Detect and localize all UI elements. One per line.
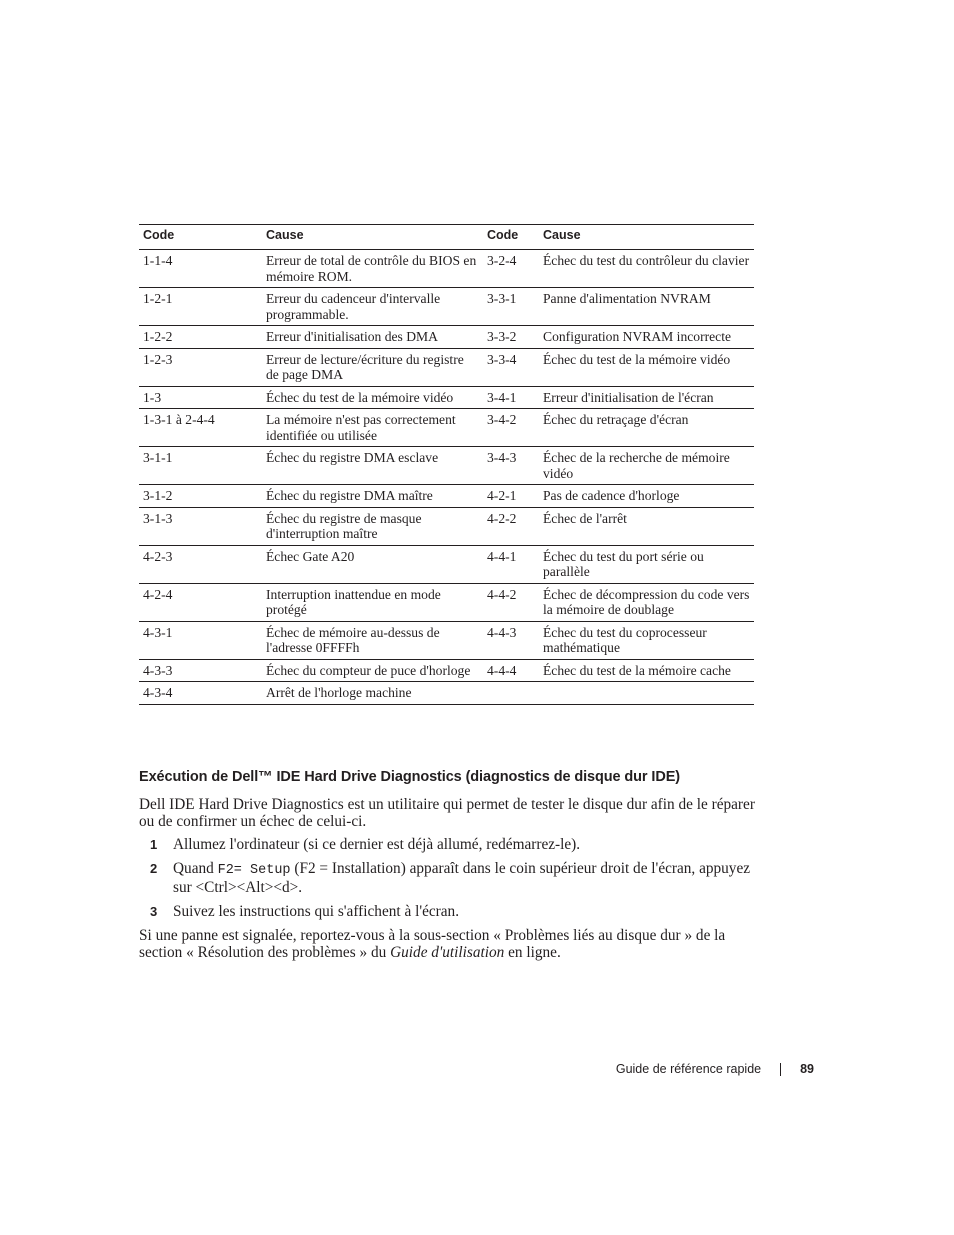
guide-title-reference: Guide d'utilisation [390, 944, 505, 961]
column-header-code: Code [483, 225, 539, 250]
code-cell: 1-2-1 [139, 288, 262, 326]
code-cell: 3-1-1 [139, 447, 262, 485]
cause-cell: Interruption inattendue en mode protégé [262, 583, 483, 621]
cause-cell: Échec du test du port série ou parallèle [539, 545, 754, 583]
setup-key-code: F2= Setup [217, 863, 291, 878]
cause-cell: Erreur de lecture/écriture du registre de page DMA [262, 348, 483, 386]
cause-cell: Panne d'alimentation NVRAM [539, 288, 754, 326]
code-cell: 3-4-1 [483, 386, 539, 409]
cause-cell: Échec du registre de masque d'interruption maître [262, 507, 483, 545]
section-heading: Exécution de Dell™ IDE Hard Drive Diagnostics (diagnostics de disque dur IDE) [139, 769, 680, 785]
cause-cell: Échec Gate A20 [262, 545, 483, 583]
code-cell: 3-3-4 [483, 348, 539, 386]
code-cell: 4-4-4 [483, 659, 539, 682]
table-row [139, 583, 754, 621]
cause-cell: Échec de la recherche de mémoire vidéo [539, 447, 754, 485]
code-cell: 1-2-2 [139, 326, 262, 349]
cause-cell: Échec de l'arrêt [539, 507, 754, 545]
cause-cell: Échec du test de la mémoire vidéo [539, 348, 754, 386]
table-row [139, 485, 754, 508]
table-row [139, 659, 754, 682]
cause-cell: Échec du registre DMA maître [262, 485, 483, 508]
table-row [139, 386, 754, 409]
cause-cell: Échec du test de la mémoire vidéo [262, 386, 483, 409]
cause-cell: Erreur d'initialisation des DMA [262, 326, 483, 349]
cause-cell: Erreur du cadenceur d'intervalle programmable. [262, 288, 483, 326]
cause-cell: Configuration NVRAM incorrecte [539, 326, 754, 349]
closing-text-suffix: en ligne. [504, 944, 561, 961]
table-row [139, 545, 754, 583]
table-row [139, 288, 754, 326]
cause-cell: Échec du test du contrôleur du clavier [539, 250, 754, 288]
cause-cell: Échec du compteur de puce d'horloge [262, 659, 483, 682]
code-cell: 4-2-3 [139, 545, 262, 583]
step-item [139, 836, 759, 853]
table-row [139, 348, 754, 386]
footer-title: Guide de référence rapide [615, 1062, 762, 1076]
step-text: Suivez les instructions qui s'affichent à l'écran. [173, 903, 460, 920]
table-row [139, 621, 754, 659]
step-item [139, 860, 759, 896]
cause-cell: Échec du test du coprocesseur mathématique [539, 621, 754, 659]
closing-text-prefix: Si une panne est signalée, reportez-vous à la sous-section « Problèmes liés au disque dur » de la section « Résolution des problèmes » du [139, 927, 726, 961]
step-item [139, 903, 759, 920]
step-text-prefix: Quand [173, 860, 218, 877]
code-cell: 4-3-4 [139, 682, 262, 705]
code-cell: 4-3-1 [139, 621, 262, 659]
step-text: Allumez l'ordinateur (si ce dernier est déjà allumé, redémarrez-le). [173, 836, 581, 853]
code-cell: 3-3-1 [483, 288, 539, 326]
code-cell: 3-1-2 [139, 485, 262, 508]
code-cell: 3-2-4 [483, 250, 539, 288]
cause-cell: Erreur d'initialisation de l'écran [539, 386, 754, 409]
footer-divider [780, 1063, 781, 1076]
table-row [139, 326, 754, 349]
step-text-suffix: (F2 = Installation) apparaît dans le coin supérieur droit de l'écran, appuyez sur <Ctrl><Alt><d>. [173, 860, 751, 896]
step-number: 2 [150, 861, 158, 876]
cause-cell [539, 682, 754, 705]
code-cell: 3-4-3 [483, 447, 539, 485]
step-number: 1 [150, 837, 158, 852]
intro-paragraph: Dell IDE Hard Drive Diagnostics est un utilitaire qui permet de tester le disque dur afin de le réparer ou de confirmer un échec de celui-ci. [139, 796, 755, 830]
table-row [139, 447, 754, 485]
code-cell: 4-4-2 [483, 583, 539, 621]
code-cell: 4-2-2 [483, 507, 539, 545]
page-footer [616, 1062, 814, 1076]
table-header-row [139, 225, 754, 250]
code-cell: 3-4-2 [483, 409, 539, 447]
code-cell: 4-3-3 [139, 659, 262, 682]
code-cell: 4-4-1 [483, 545, 539, 583]
code-cell: 3-3-2 [483, 326, 539, 349]
closing-paragraph [139, 927, 759, 961]
table-row [139, 682, 754, 705]
code-cell [483, 682, 539, 705]
table-row [139, 250, 754, 288]
table-row [139, 507, 754, 545]
column-header-cause: Cause [539, 225, 754, 250]
beep-code-table [139, 224, 754, 705]
table-row [139, 409, 754, 447]
cause-cell: Échec de décompression du code vers la mémoire de doublage [539, 583, 754, 621]
cause-cell: Échec du registre DMA esclave [262, 447, 483, 485]
cause-cell: Échec du retraçage d'écran [539, 409, 754, 447]
cause-cell: Erreur de total de contrôle du BIOS en mémoire ROM. [262, 250, 483, 288]
cause-cell: Échec de mémoire au-dessus de l'adresse 0FFFFh [262, 621, 483, 659]
cause-cell: Arrêt de l'horloge machine [262, 682, 483, 705]
code-cell: 1-3 [139, 386, 262, 409]
code-cell: 4-2-4 [139, 583, 262, 621]
page-number: 89 [800, 1062, 814, 1076]
code-cell: 1-3-1 à 2-4-4 [139, 409, 262, 447]
step-list [139, 836, 759, 927]
column-header-cause: Cause [262, 225, 483, 250]
cause-cell: Échec du test de la mémoire cache [539, 659, 754, 682]
code-cell: 4-4-3 [483, 621, 539, 659]
cause-cell: La mémoire n'est pas correctement identifiée ou utilisée [262, 409, 483, 447]
table-body [139, 250, 754, 705]
code-cell: 3-1-3 [139, 507, 262, 545]
code-cell: 4-2-1 [483, 485, 539, 508]
code-cell: 1-2-3 [139, 348, 262, 386]
cause-cell: Pas de cadence d'horloge [539, 485, 754, 508]
column-header-code: Code [139, 225, 262, 250]
code-cell: 1-1-4 [139, 250, 262, 288]
step-number: 3 [150, 904, 158, 919]
